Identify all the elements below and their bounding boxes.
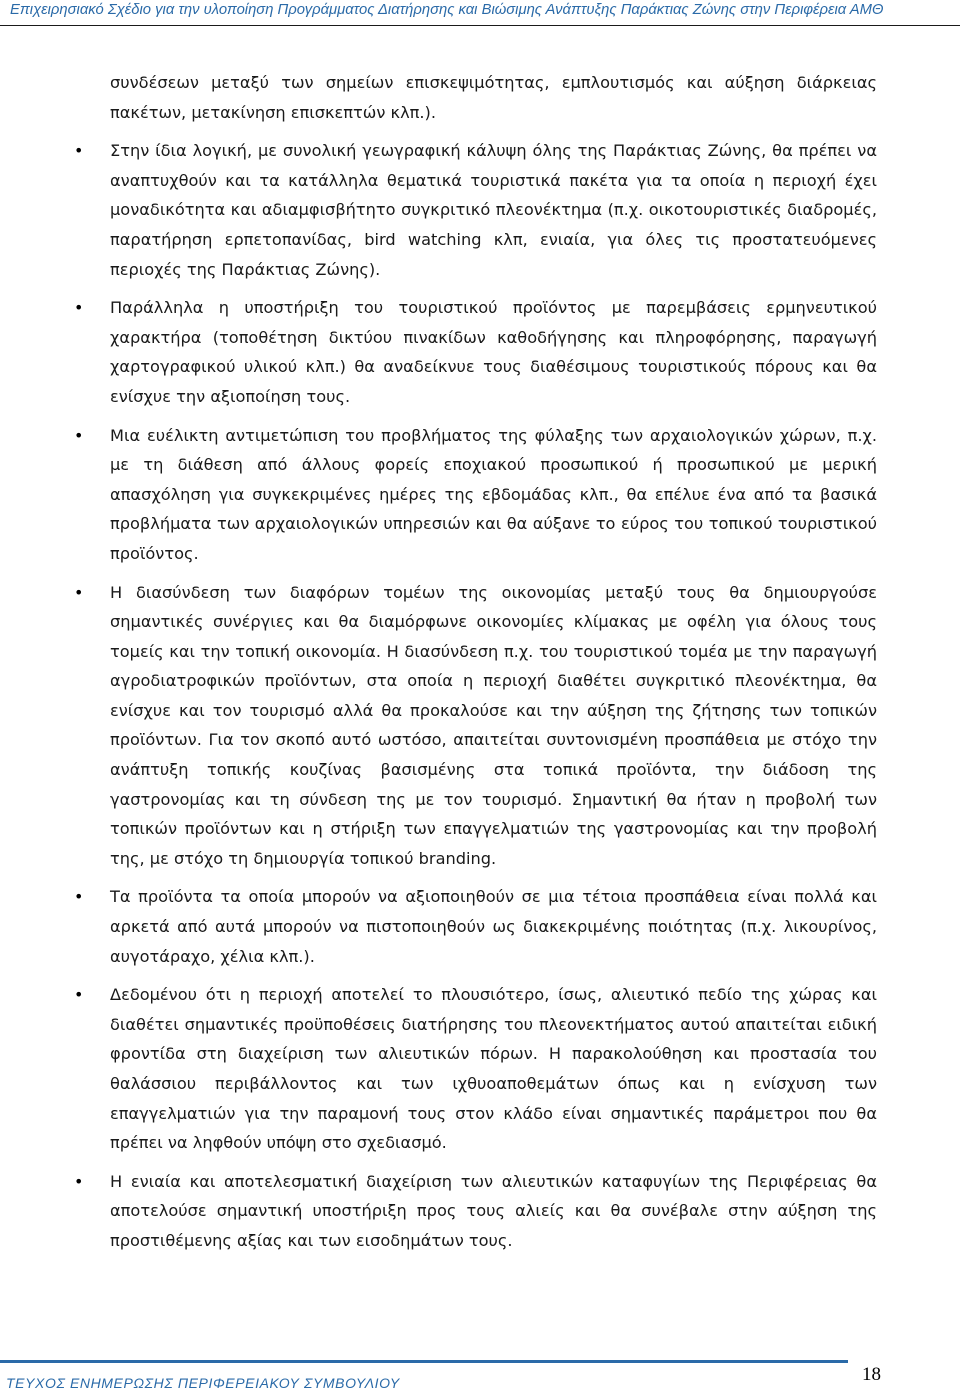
bullet-item (74, 1167, 877, 1256)
bullet-item (74, 293, 877, 411)
page-number: 18 (862, 1364, 881, 1385)
bullet-icon: • (74, 141, 84, 161)
bullet-text: Στην ίδια λογική, με συνολική γεωγραφική κάλυψη όλης της Παράκτιας Ζώνης, θα πρέπει να αναπτυχθούν και τα κατάλληλα θεματικά τουριστικά πακέτα για τα οποία η περιοχή έχει μοναδικότητα και αδιαμφισβήτητο συγκριτικό πλεονέκτημα (π.χ. οικοτουριστικές διαδρομές, παρατήρηση ερπετοπανίδας, bird watching κλπ, ενιαία, για όλες τις προστατευόμενες περιοχές της Παράκτιας Ζώνης). (110, 141, 877, 279)
bullet-text: Μια ευέλικτη αντιμετώπιση του προβλήματος της φύλαξης των αρχαιολογικών χώρων, π.χ. με τη διάθεση από άλλους φορείς εποχιακού προσωπικού ή προσωπικού με μερική απασχόληση για συγκεκριμένες ημέρες της εβδομάδας κλπ., θα επέλυε ένα από τα βασικά προβλήματα των αρχαιολογικών υπηρεσιών και θα αύξανε το εύρος του τοπικού τουριστικού προϊόντος. (110, 425, 877, 563)
document-body (74, 68, 877, 1256)
bullet-icon: • (74, 1171, 84, 1191)
bullet-item (74, 882, 877, 971)
bullet-icon: • (74, 582, 84, 602)
page-header (0, 0, 960, 26)
bullet-text: Η διασύνδεση των διαφόρων τομέων της οικονομίας μεταξύ τους θα δημιουργούσε σημαντικές συνέργιες και θα διαμόρφωνε οικονομίες κλίμακας με οφέλη για όλους τους τομείς και την τοπική οικονομία. Η διασύνδεση π.χ. του τουριστικού τομέα με την παραγωγή αγροδιατροφικών προϊόντων, στα οποία η περιοχή διαθέτει συγκριτικό πλεονέκτημα, θα ενίσχυε και τον τουρισμό αλλά θα προκαλούσε και την αύξηση της ζήτησης των τοπικών προϊόντων. Για τον σκοπό αυτό ωστόσο, απαιτείται συντονισμένη προσπάθεια με στόχο την ανάπτυξη τοπικής κουζίνας βασισμένης στα τοπικά προϊόντα, την διάδοση της γαστρονομίας και τη σύνδεση της με τον τουρισμό. Σημαντική θα ήταν η προβολή των τοπικών προϊόντων και η στήριξη των επαγγελματιών της γαστρονομίας και την προβολή της, με στόχο τη δημιουργία τοπικού branding. (110, 582, 877, 868)
footer-divider (0, 1360, 848, 1363)
bullet-item (74, 980, 877, 1158)
bullet-icon: • (74, 985, 84, 1005)
page-footer (0, 1360, 960, 1391)
footer-title: ΤΕΥΧΟΣ ΕΝΗΜΕΡΩΣΗΣ ΠΕΡΙΦΕΡΕΙΑΚΟΥ ΣΥΜΒΟΥΛΙΟΥ (6, 1375, 400, 1391)
bullet-icon: • (74, 887, 84, 907)
bullet-icon: • (74, 425, 84, 445)
bullet-text: Τα προϊόντα τα οποία μπορούν να αξιοποιηθούν σε μια τέτοια προσπάθεια είναι πολλά και αρκετά από αυτά μπορούν να πιστοποιηθούν ως διακεκριμένης ποιότητας (π.χ. λικουρίνος, αυγοτάραχο, χέλια κλπ.). (110, 887, 877, 966)
bullet-text: Δεδομένου ότι η περιοχή αποτελεί το πλουσιότερο, ίσως, αλιευτικό πεδίο της χώρας και διαθέτει σημαντικές προϋποθέσεις διατήρησης του πλεονεκτήματος αυτού απαιτείται ειδική φροντίδα στη διαχείριση των αλιευτικών πόρων. Η παρακολούθηση και προστασία του θαλάσσιου περιβάλλοντος και των ιχθυοαποθεμάτων όπως και η ενίσχυση των επαγγελματιών για την παραμονή τους στον κλάδο είναι σημαντικές παράμετροι που θα πρέπει να ληφθούν υπόψη στο σχεδιασμό. (110, 985, 877, 1153)
intro-paragraph: συνδέσεων μεταξύ των σημείων επισκεψιμότητας, εμπλουτισμός και αύξηση διάρκειας πακέτων, μετακίνηση επισκεπτών κλπ.). (110, 73, 877, 122)
bullet-item (74, 578, 877, 874)
header-title: Επιχειρησιακό Σχέδιο για την υλοποίηση Προγράμματος Διατήρησης και Βιώσιμης Ανάπτυξης Παράκτιας Ζώνης στην Περιφέρεια ΑΜΘ (10, 2, 884, 18)
bullet-text: Η ενιαία και αποτελεσματική διαχείριση των αλιευτικών καταφυγίων της Περιφέρειας θα αποτελούσε σημαντική υποστήριξη προς τους αλιείς και θα συνέβαλε στην αύξηση της προστιθέμενης αξίας και των εισοδημάτων τους. (110, 1171, 877, 1250)
bullet-item (74, 136, 877, 284)
bullet-text: Παράλληλα η υποστήριξη του τουριστικού προϊόντος με παρεμβάσεις ερμηνευτικού χαρακτήρα (τοποθέτηση δικτύου πινακίδων καθοδήγησης και πληροφόρησης, παραγωγή χαρτογραφικού υλικού κλπ.) θα αναδείκνυε τους διαθέσιμους τουριστικούς πόρους και θα ενίσχυε την αξιοποίηση τους. (110, 298, 877, 406)
bullet-item (74, 421, 877, 569)
bullet-icon: • (74, 298, 84, 318)
